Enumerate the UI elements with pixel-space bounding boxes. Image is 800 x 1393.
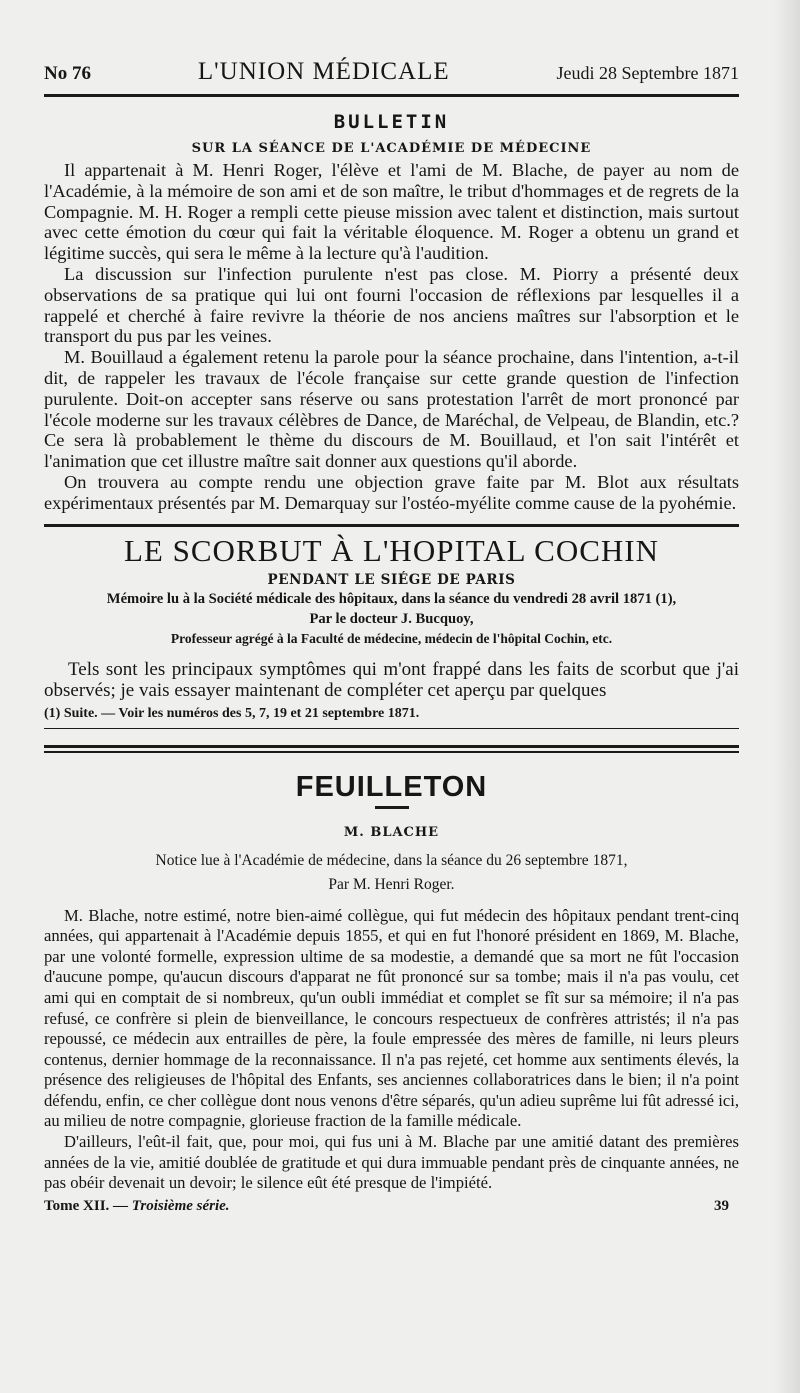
footer-series: Troisième série. — [131, 1197, 230, 1214]
masthead — [44, 58, 739, 97]
page-number: 39 — [714, 1197, 729, 1214]
bulletin-paragraph: On trouvera au compte rendu une objection grave faite par M. Blot aux résultats expérimentaux présentés par M. Demarquay sur l'ostéo-myélite comme cause de la pyohémie. — [44, 471, 739, 513]
scorbut-memoire: Mémoire lu à la Société médicale des hôpitaux, dans la séance du vendredi 28 avril 1871 (1), — [106, 590, 677, 607]
scan-edge-shadow — [774, 0, 800, 1393]
bulletin-paragraph: La discussion sur l'infection purulente n'est pas close. M. Piorry a présenté deux observations de sa pratique qui lui ont fourni l'occasion de réflexions par lesquelles il a rappelé et cherché à faire revivre la théorie de nos anciens maîtres sur l'absorption et le transport du pus par les veines. — [44, 263, 739, 347]
page-footer — [44, 1198, 739, 1215]
feuilleton-title: FEUILLETON — [295, 770, 488, 803]
scorbut-author: Par le docteur J. Bucquoy, — [309, 610, 474, 627]
feuilleton-rule — [375, 806, 409, 809]
feuilleton-paragraph: M. Blache, notre estimé, notre bien-aimé collègue, qui fut médecin des hôpitaux pendant trent-cinq années, qui appartenait à l'Académie depuis 1855, et qui en fut l'honoré président en 1869, M. Blache, par une volonté formelle, expression ultime de sa modestie, a demandé que sa mort ne fût l'occasion d'aucune pompe, qu'aucun discours d'apparat ne fût prononcé sur sa tombe; mais il n'a pas voulu, cet ami qui en comptait de si nombreux, qu'un oubli immédiat et complet se fît sur sa mémoire; il n'a pas refusé, ce confrère si plein de bienveillance, le concours respectueux de confrères attristés; il n'a pas repoussé, ce médecin aux entrailles de père, la foule empressée des mères de famille, ni leurs pleurs contenus, dernier hommage de la reconnaissance. Il n'a pas rejeté, cet homme aux sentiments élevés, la présence des religieuses de l'hôpital des Enfants, ses anciennes collaboratrices dans le bien; il n'a point défendu, enfin, ce cher collègue dont nous venons d'être séparés, qu'un adieu suprême lui fût adressé ici, au milieu de notre compagnie, glorieuse fraction de la famille médicale. — [44, 905, 739, 1131]
section-divider — [44, 524, 739, 527]
issue-date: Jeudi 28 Septembre 1871 — [556, 63, 739, 83]
bulletin-paragraph: M. Bouillaud a également retenu la parole pour la séance prochaine, dans l'intention, a-t-il dit, de rappeler les travaux de l'école française sur cette grande question de l'infection purulente. Doit-on accepter sans réserve ou sans protestation l'arrêt de mort prononcé par l'école moderne sur les travaux célèbres de Dance, de Maréchal, de Velpeau, de Blandin, etc.? Ce sera là probablement le thème du discours de M. Bouillaud, et l'on sait l'intérêt et l'animation que cet illustre maître sait donner aux questions qu'il aborde. — [44, 347, 739, 472]
feuilleton-subject: M. BLACHE — [343, 824, 440, 840]
scorbut-body: Tels sont les principaux symptômes qui m'ont frappé dans les faits de scorbut que j'ai observés; je vais essayer maintenant de compléter cet aperçu par quelques — [44, 658, 739, 701]
footer-volume — [44, 1198, 230, 1215]
journal-title: L'UNION MÉDICALE — [197, 58, 450, 85]
scorbut-footnote: (1) Suite. — Voir les numéros des 5, 7, 19 et 21 septembre 1871. — [44, 706, 739, 729]
scorbut-subtitle: PENDANT LE SIÉGE DE PARIS — [267, 571, 516, 588]
issue-number: No 76 — [44, 63, 91, 84]
bulletin-title: BULLETIN — [333, 111, 450, 133]
scorbut-title: LE SCORBUT À L'HOPITAL COCHIN — [123, 532, 659, 568]
feuilleton-divider — [44, 745, 739, 753]
feuilleton-author: Par M. Henri Roger. — [328, 875, 455, 893]
footer-tome: Tome XII. — — [44, 1197, 129, 1214]
page-content — [44, 58, 739, 1215]
bulletin-paragraph: Il appartenait à M. Henri Roger, l'élève et l'ami de M. Blache, de payer au nom de l'Académie, à la mémoire de son ami et de son maître, le tribut d'hommages et de regrets de la Compagnie. M. H. Roger a rempli cette pieuse mission avec talent et distinction, mais surtout avec cette émotion du cœur qui fait la véritable éloquence. M. Roger a obtenu un grand et légitime succès, qui sera le même à la lecture qu'à l'audition. — [44, 160, 739, 264]
scorbut-author-title: Professeur agrégé à la Faculté de médecine, médecin de l'hôpital Cochin, etc. — [170, 630, 613, 646]
feuilleton-notice: Notice lue à l'Académie de médecine, dans la séance du 26 septembre 1871, — [155, 851, 628, 869]
feuilleton-paragraph: D'ailleurs, l'eût-il fait, que, pour moi, qui fus uni à M. Blache par une amitié datant des premières années de la vie, amitié doublée de gratitude et qui dura immuable pendant près de cinquante années, ne pas obéir devenait un devoir; le silence eût été presque de l'impiété. — [44, 1132, 739, 1193]
bulletin-subtitle: SUR LA SÉANCE DE L'ACADÉMIE DE MÉDECINE — [191, 141, 592, 156]
